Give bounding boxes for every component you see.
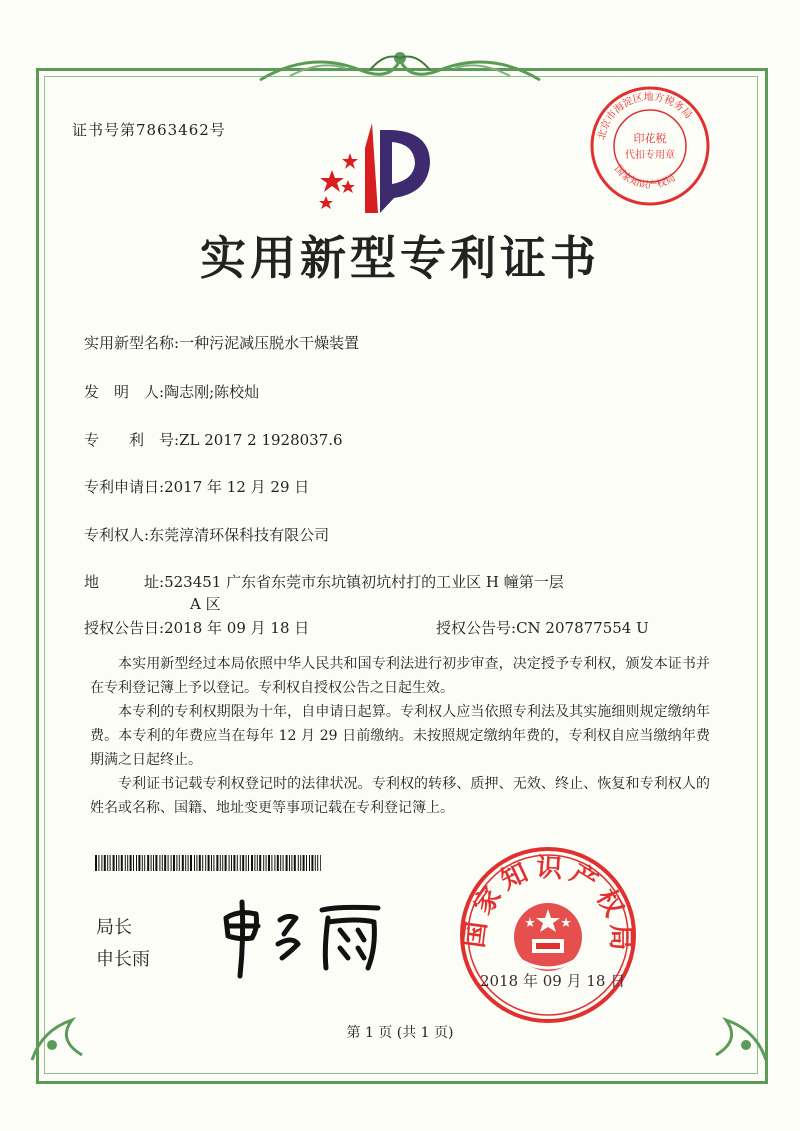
field-value: 东莞淳清环保科技有限公司 xyxy=(149,526,330,544)
barcode-bar xyxy=(101,855,102,871)
field-value: CN 207877554 U xyxy=(516,619,649,637)
field-label: 发 明 人: xyxy=(84,383,165,401)
barcode-bar xyxy=(188,855,189,871)
barcode-bar xyxy=(179,855,180,871)
page-number: 第 1 页 (共 1 页) xyxy=(346,1025,454,1041)
barcode-bar xyxy=(196,855,197,871)
barcode-bar xyxy=(303,855,305,871)
barcode-bar xyxy=(242,855,244,871)
barcode-bar xyxy=(254,855,255,871)
barcode-bar xyxy=(164,855,166,871)
barcode-bar xyxy=(202,855,203,871)
barcode-bar xyxy=(208,855,210,871)
tax-stamp-center-line1: 印花税 xyxy=(633,132,667,145)
barcode-bar xyxy=(274,855,275,871)
field-label: 专 利 号: xyxy=(84,431,180,449)
field-patentee xyxy=(84,524,329,545)
paragraph-text: 本实用新型经过本局依照中华人民共和国专利法进行初步审查，决定授予专利权，颁发本证书并在专利登记簿上予以登记。专利权自授权公告之日起生效。 xyxy=(90,656,710,696)
tax-stamp-ring-text: 北京市海淀区地方税务局 xyxy=(596,91,694,141)
field-label: 实用新型名称: xyxy=(84,334,180,352)
field-label: 授权公告日: xyxy=(84,619,165,637)
barcode-bar xyxy=(173,855,175,871)
barcode-bar xyxy=(151,855,152,871)
barcode-bar xyxy=(263,855,264,871)
director-signature-icon xyxy=(218,888,388,983)
barcode-bar xyxy=(237,855,238,871)
paragraph-term-statement xyxy=(90,700,710,772)
field-utility-model-name xyxy=(84,332,359,353)
barcode-bar xyxy=(144,855,145,871)
field-value: 陶志刚;陈校灿 xyxy=(164,383,260,401)
barcode-bar xyxy=(291,855,292,871)
barcode-bar xyxy=(248,855,249,871)
barcode-bar xyxy=(107,855,108,871)
barcode-bar xyxy=(205,855,206,871)
barcode-bar xyxy=(251,855,253,871)
barcode-bar xyxy=(159,855,160,871)
tax-stamp xyxy=(588,84,712,208)
paragraph-text: 本专利的专利权期限为十年，自申请日起算。专利权人应当依照专利法及其实施细则规定缴纳年费。本专利的年费应当在每年 12 月 29 日前缴纳。未按照规定缴纳年费的，专利权自应当缴纳年费期满之日起终止。 xyxy=(90,704,710,768)
field-label: 专利权人: xyxy=(84,526,150,544)
barcode-bar xyxy=(118,855,119,871)
barcode-bar xyxy=(116,855,117,871)
field-label: 地 址: xyxy=(84,573,165,591)
barcode-bar xyxy=(216,855,218,871)
barcode-bar xyxy=(229,855,230,871)
barcode-bar xyxy=(268,855,270,871)
barcode-bar xyxy=(211,855,212,871)
certificate-number: 证书号第7863462号 xyxy=(72,121,226,139)
barcode-bar xyxy=(190,855,192,871)
barcode-bar xyxy=(271,855,272,871)
patent-office-logo-icon xyxy=(310,118,450,218)
barcode-bar xyxy=(277,855,279,871)
barcode-bar xyxy=(110,855,111,871)
barcode-bar xyxy=(315,855,316,871)
barcode-bar xyxy=(136,855,137,871)
field-grant-number xyxy=(436,617,649,638)
barcode-bar xyxy=(231,855,232,871)
barcode-bar xyxy=(194,855,195,871)
official-seal xyxy=(458,845,638,1025)
barcode-bar xyxy=(147,855,149,871)
svg-text:国家知识产权局 xyxy=(612,163,678,191)
director-name: 申长雨 xyxy=(96,949,150,970)
barcode-bar xyxy=(317,855,318,871)
field-value: ZL 2017 2 1928037.6 xyxy=(179,431,343,449)
barcode-bar xyxy=(311,855,313,871)
barcode-bar xyxy=(98,855,99,871)
barcode-bar xyxy=(246,855,247,871)
barcode-bar xyxy=(300,855,301,871)
paragraph-grant-statement xyxy=(90,652,710,700)
barcode-bar xyxy=(199,855,201,871)
barcode-bar xyxy=(259,855,261,871)
barcode-bar xyxy=(171,855,172,871)
field-value: 2017 年 12 月 29 日 xyxy=(164,478,310,496)
certificate-title: 实用新型专利证书 xyxy=(200,231,600,285)
barcode-bar xyxy=(133,855,134,871)
barcode-bar xyxy=(176,855,177,871)
paragraph-legal-status xyxy=(90,772,710,820)
barcode-bar xyxy=(286,855,288,871)
barcode-bar xyxy=(298,855,299,871)
barcode-bar xyxy=(95,855,97,871)
barcode-bar xyxy=(104,855,106,871)
field-label: 授权公告号: xyxy=(436,619,517,637)
field-value: 一种污泥减压脱水干燥装置 xyxy=(179,334,360,352)
barcode-bar xyxy=(220,855,221,871)
barcode-bar xyxy=(266,855,267,871)
barcode-bar xyxy=(182,855,184,871)
field-filing-date xyxy=(84,476,309,497)
barcode-bar xyxy=(309,855,310,871)
barcode-bar xyxy=(153,855,154,871)
barcode-bar xyxy=(222,855,223,871)
barcode-bar xyxy=(125,855,126,871)
barcode-bar xyxy=(306,855,307,871)
field-label: 专利申请日: xyxy=(84,478,165,496)
field-value: 2018 年 09 月 18 日 xyxy=(164,619,310,637)
barcode-bar xyxy=(240,855,241,871)
paragraph-text: 专利证书记载专利权登记时的法律状况。专利权的转移、质押、无效、终止、恢复和专利权人的姓名或名称、国籍、地址变更等事项记载在专利登记簿上。 xyxy=(90,776,710,816)
barcode-bar xyxy=(168,855,169,871)
barcode-bar xyxy=(162,855,163,871)
barcode-bar xyxy=(130,855,132,871)
tax-stamp-bottom-text: 国家知识产权局 xyxy=(611,163,678,192)
barcode-bar xyxy=(257,855,258,871)
barcode-bar xyxy=(121,855,123,871)
official-seal-ring-text: 国家知识产权局 xyxy=(459,852,636,957)
floral-ornament-top-icon xyxy=(250,40,550,88)
barcode-bar xyxy=(233,855,235,871)
barcode-bar xyxy=(213,855,214,871)
barcode-bar xyxy=(113,855,115,871)
field-value: 523451 广东省东莞市东坑镇初坑村打的工业区 H 幢第一层 xyxy=(164,573,564,591)
barcode-bar xyxy=(127,855,128,871)
director-title: 局长 xyxy=(96,917,132,938)
barcode-bar xyxy=(283,855,284,871)
barcode-bar xyxy=(185,855,186,871)
barcode-bar xyxy=(280,855,281,871)
field-inventor xyxy=(84,381,259,402)
barcode-bar xyxy=(138,855,140,871)
barcode-bar xyxy=(155,855,157,871)
barcode-bar xyxy=(225,855,227,871)
field-address-line2: A 区 xyxy=(190,595,221,613)
field-patent-number xyxy=(84,429,343,450)
official-seal-date: 2018 年 09 月 18 日 xyxy=(480,972,626,990)
barcode-bar xyxy=(142,855,143,871)
barcode-bar xyxy=(289,855,290,871)
barcode-bar xyxy=(294,855,296,871)
field-grant-date xyxy=(84,617,309,638)
field-address xyxy=(84,571,564,592)
barcode-icon xyxy=(95,855,321,871)
tax-stamp-center-line2: 代扣专用章 xyxy=(625,150,675,161)
barcode-bar xyxy=(320,855,321,871)
